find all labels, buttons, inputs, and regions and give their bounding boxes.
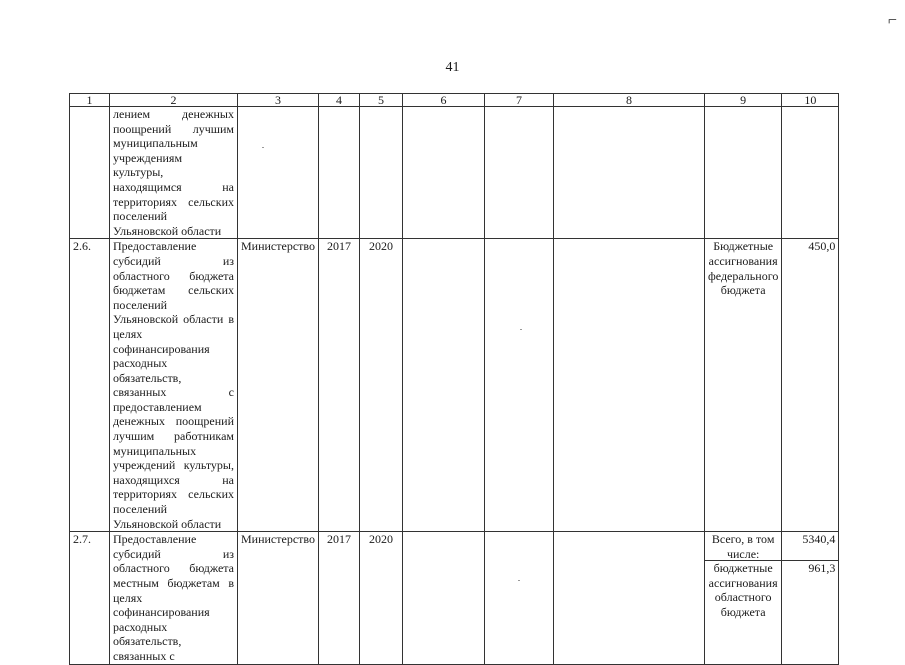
column-number-header: 5 — [360, 94, 403, 107]
amount-regional: 961,3 — [782, 560, 838, 576]
amount-cell — [782, 107, 839, 239]
column-number-header: 10 — [782, 94, 839, 107]
measure-description-cell: лением денежных поощрений лучшим муниципальным учреждениям культуры, находящимся на территориях сельских поселений Ульяновской области — [110, 107, 238, 239]
amount-cell — [782, 532, 839, 664]
funding-source-cell — [705, 532, 782, 664]
measure-description-cell: Предоставление субсидий из областного бюджета бюджетам сельских поселений Ульяновской области в целях софинансирования расходных обязательств, связанных с предоставлением денежных поощрений лучшим работникам муниципальных учреждений культуры, находящихся на территориях сельских поселений Ульяновской области — [110, 239, 238, 532]
end-year-cell — [360, 107, 403, 239]
end-year-cell: 2020 — [360, 532, 403, 664]
empty-cell — [485, 107, 554, 239]
empty-cell — [554, 239, 705, 532]
page-number: 41 — [445, 60, 460, 75]
empty-cell — [554, 532, 705, 664]
empty-cell — [403, 532, 485, 664]
measure-description-cell: Предоставление субсидий из областного бюджета местным бюджетам в целях софинансирования расходных обязательств, связанных с — [110, 532, 238, 664]
empty-cell — [485, 532, 554, 664]
empty-cell — [403, 107, 485, 239]
funding-source-cell — [705, 107, 782, 239]
executor-cell: Министерство — [238, 239, 319, 532]
column-number-header: 6 — [403, 94, 485, 107]
funding-source-regional: бюджетные ассигнования областного бюджета — [705, 560, 781, 619]
column-number-header: 4 — [319, 94, 360, 107]
row-number-cell — [70, 107, 110, 239]
row-number-cell: 2.7. — [70, 532, 110, 664]
empty-cell — [485, 239, 554, 532]
executor-cell — [238, 107, 319, 239]
end-year-cell: 2020 — [360, 239, 403, 532]
amount-total: 5340,4 — [802, 532, 836, 547]
column-number-header: 2 — [110, 94, 238, 107]
column-number-header: 1 — [70, 94, 110, 107]
table-row-continuation — [70, 107, 839, 239]
scan-speck — [520, 329, 522, 330]
scan-corner-mark: ⌐ — [887, 12, 897, 29]
executor-cell: Министерство — [238, 532, 319, 664]
funding-source-cell: Бюджетные ассигнования федерального бюджета — [705, 239, 782, 532]
table-row-2-6 — [70, 239, 839, 532]
table-row-2-7 — [70, 532, 839, 664]
column-number-header: 9 — [705, 94, 782, 107]
empty-cell — [403, 239, 485, 532]
column-number-header: 7 — [485, 94, 554, 107]
scan-speck — [262, 147, 264, 148]
program-table — [69, 93, 839, 665]
start-year-cell: 2017 — [319, 239, 360, 532]
table-header-row — [70, 94, 839, 107]
amount-cell: 450,0 — [782, 239, 839, 532]
start-year-cell — [319, 107, 360, 239]
row-number-cell: 2.6. — [70, 239, 110, 532]
column-number-header: 8 — [554, 94, 705, 107]
funding-source-total: Всего, в том числе: — [711, 532, 775, 561]
column-number-header: 3 — [238, 94, 319, 107]
scan-speck — [518, 580, 520, 581]
start-year-cell: 2017 — [319, 532, 360, 664]
empty-cell — [554, 107, 705, 239]
